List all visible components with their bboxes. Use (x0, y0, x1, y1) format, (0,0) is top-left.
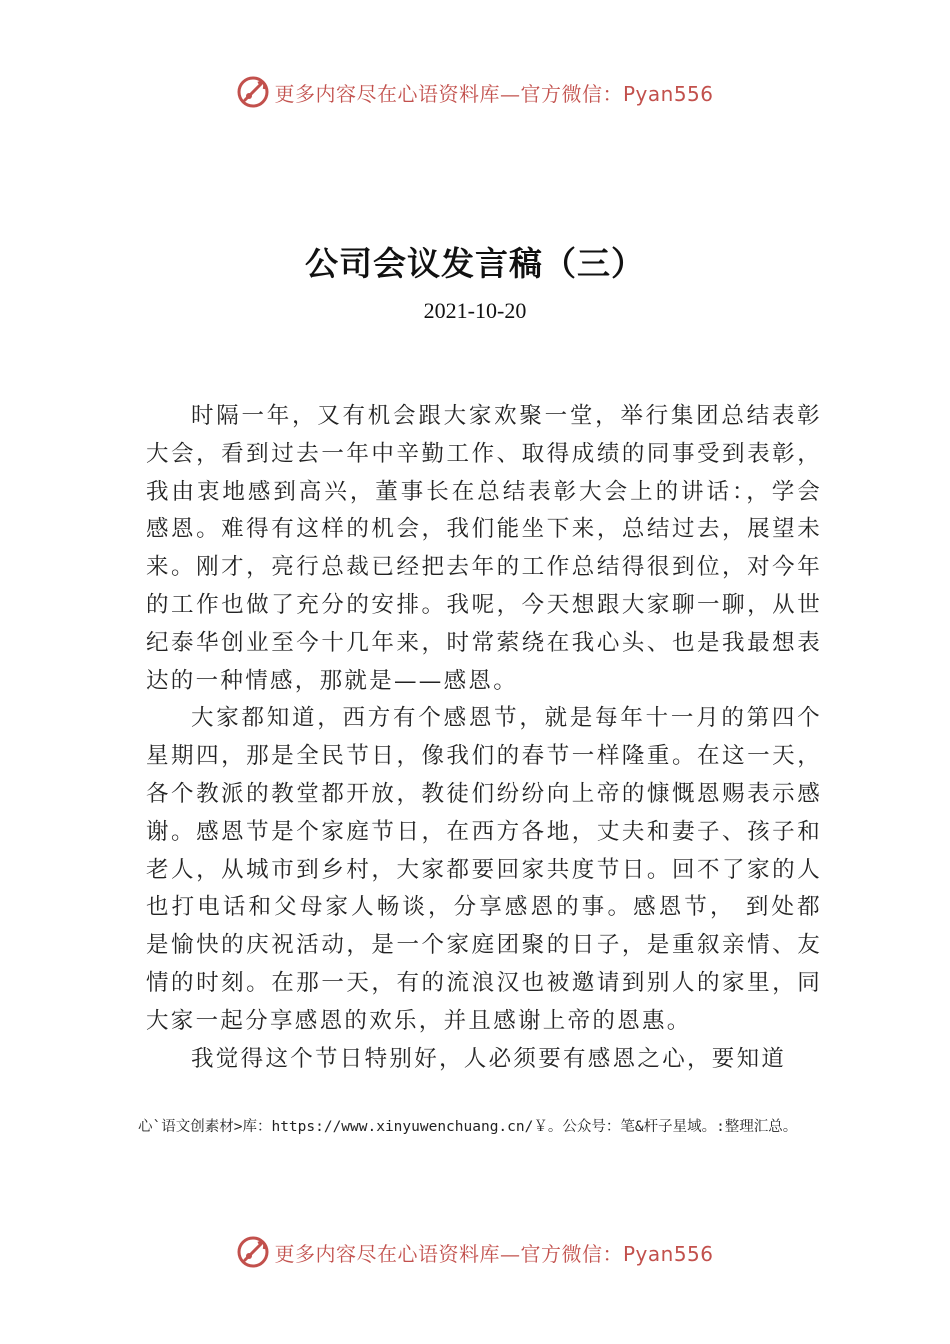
wechat-id: Pyan556 (622, 1241, 714, 1266)
wechat-id: Pyan556 (622, 81, 714, 106)
source-footnote: 心`语文创素材>库：https://www.xinyuwenchuang.cn/￥。公众号：笔&杆子星域。:整理汇总。 (138, 1119, 798, 1135)
banner-text: 更多内容尽在心语资料库—官方微信：Pyan556 (274, 1241, 714, 1266)
paragraph: 时隔一年，又有机会跟大家欢聚一堂，举行集团总结表彰大会，看到过去一年中辛勤工作、取得成绩的同事受到表彰，我由衷地感到高兴，董事长在总结表彰大会上的讲话：，学会感恩。难得有这样的机会，我们能坐下来，总结过去，展望未来。刚才，亮行总裁已经把去年的工作总结得很到位，对今年的工作也做了充分的安排。我呢，今天想跟大家聊一聊，从世纪泰华创业至今十几年来，时常萦绕在我心头、也是我最想表达的一种情感，那就是——感恩。 (146, 403, 822, 694)
banner-text: 更多内容尽在心语资料库—官方微信：Pyan556 (274, 81, 714, 106)
header-banner (0, 72, 950, 112)
footer-banner (0, 1232, 950, 1272)
document-title: 公司会议发言稿（三） (305, 244, 645, 283)
paragraph: 大家都知道，西方有个感恩节，就是每年十一月的第四个星期四，那是全民节日，像我们的春节一样隆重。在这一天，各个教派的教堂都开放，教徒们纷纷向上帝的慷慨恩赐表示感谢。感恩节是个家庭节日，在西方各地，丈夫和妻子、孩子和老人，从城市到乡村，大家都要回家共度节日。回不了家的人也打电话和父母家人畅谈，分享感恩的事。感恩节， 到处都是愉快的庆祝活动，是一个家庭团聚的日子，是重叙亲情、友情的时刻。在那一天，有的流浪汉也被邀请到别人的家里，同大家一起分享感恩的欢乐，并且感谢上帝的恩惠。 (146, 705, 822, 1034)
document-date: 2021-10-20 (423, 298, 527, 323)
brand-logo-icon (236, 1235, 270, 1269)
brand-logo-icon (236, 75, 270, 109)
paragraph: 我觉得这个节日特别好，人必须要有感恩之心，要知道 (191, 1045, 787, 1072)
document-body (146, 398, 822, 1078)
